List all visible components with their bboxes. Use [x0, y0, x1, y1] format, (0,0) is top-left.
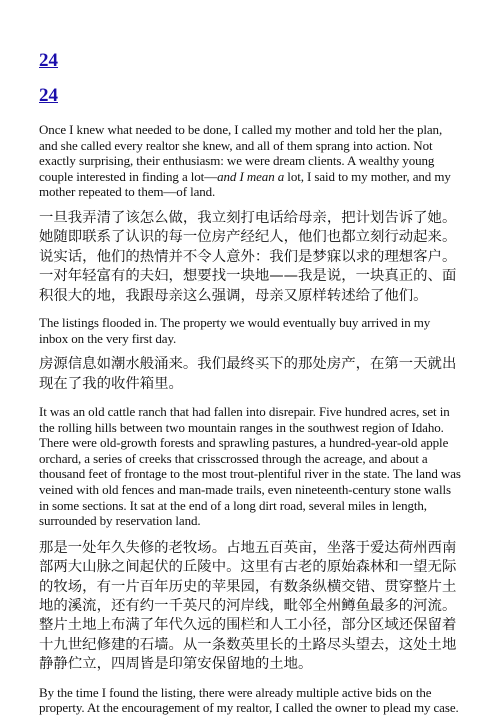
paragraph-zh-2: 房源信息如潮水般涌来。我们最终买下的那处房产，在第一天就出现在了我的收件箱里。 — [39, 356, 457, 392]
paragraph-en-2: The listings flooded in. The property we would eventually buy arrived in my inbox on the very first day. — [39, 315, 431, 346]
paragraph-en-3: It was an old cattle ranch that had fallen into disrepair. Five hundred acres, set in the rolling hills between two mountain ranges in the southwest region of Idaho. There were old-growth forests and sprawling pastures, a hundred-year-old apple orchard, a series of creeks that crisscrossed through the acreage, and about a thousand feet of frontage to the most trout-plentiful river in the state. The land was veined with old fences and man-made trails, even nineteenth-century stone walls in some sections. It sat at the end of a long dirt road, several miles in length, surrounded by reservation land. — [39, 404, 461, 529]
paragraph-en-1-text-a: Once I knew what needed to be done, I called my mother and told her the plan, and she called every realtor she knew, and all of them sprang into action. Not exactly surprising, their enthusiasm: we were dream clients. A wealthy young couple interested in finding a lot— — [39, 122, 443, 184]
paragraph-zh-3: 那是一处年久失修的老牧场。占地五百英亩，坐落于爱达荷州西南部两大山脉之间起伏的丘陵中。这里有古老的原始森林和一望无际的牧场，有一片百年历史的苹果园，有数条纵横交错、贯穿整片土地的溪流，还有约一千英尺的河岸线，毗邻全州鳟鱼最多的河流。整片土地上布满了年代久远的围栏和人工小径，部分区域还保留着十九世纪修建的石墙。从一条数英里长的土路尽头望去，这处土地静静伫立，四周皆是印第安保留地的土地。 — [39, 539, 457, 673]
paragraph-en-1-emphasis: and I mean a — [217, 168, 285, 184]
document-page — [39, 50, 461, 716]
paragraph-en-1 — [39, 122, 461, 200]
paragraph-en-4: By the time I found the listing, there were already multiple active bids on the property. At the encouragement of my realtor, I called the owner to plead my case. — [39, 684, 459, 716]
paragraph-zh-1: 一旦我弄清了该怎么做，我立刻打电话给母亲，把计划告诉了她。她随即联系了认识的每一位房产经纪人，他们也都立刻行动起来。说实话，他们的热情并不令人意外：我们是梦寐以求的理想客户。一对年轻富有的夫妇，想要找一块地——我是说，一块真正的、面积很大的地，我跟母亲这么强调，母亲又原样转述给了他们。 — [39, 209, 457, 304]
chapter-link-2[interactable]: 24 — [39, 85, 58, 106]
chapter-link-1[interactable]: 24 — [39, 50, 58, 71]
paragraph-en-1-text-b: lot, I said to my mother, and my mother repeated to them—of land. — [39, 168, 451, 200]
